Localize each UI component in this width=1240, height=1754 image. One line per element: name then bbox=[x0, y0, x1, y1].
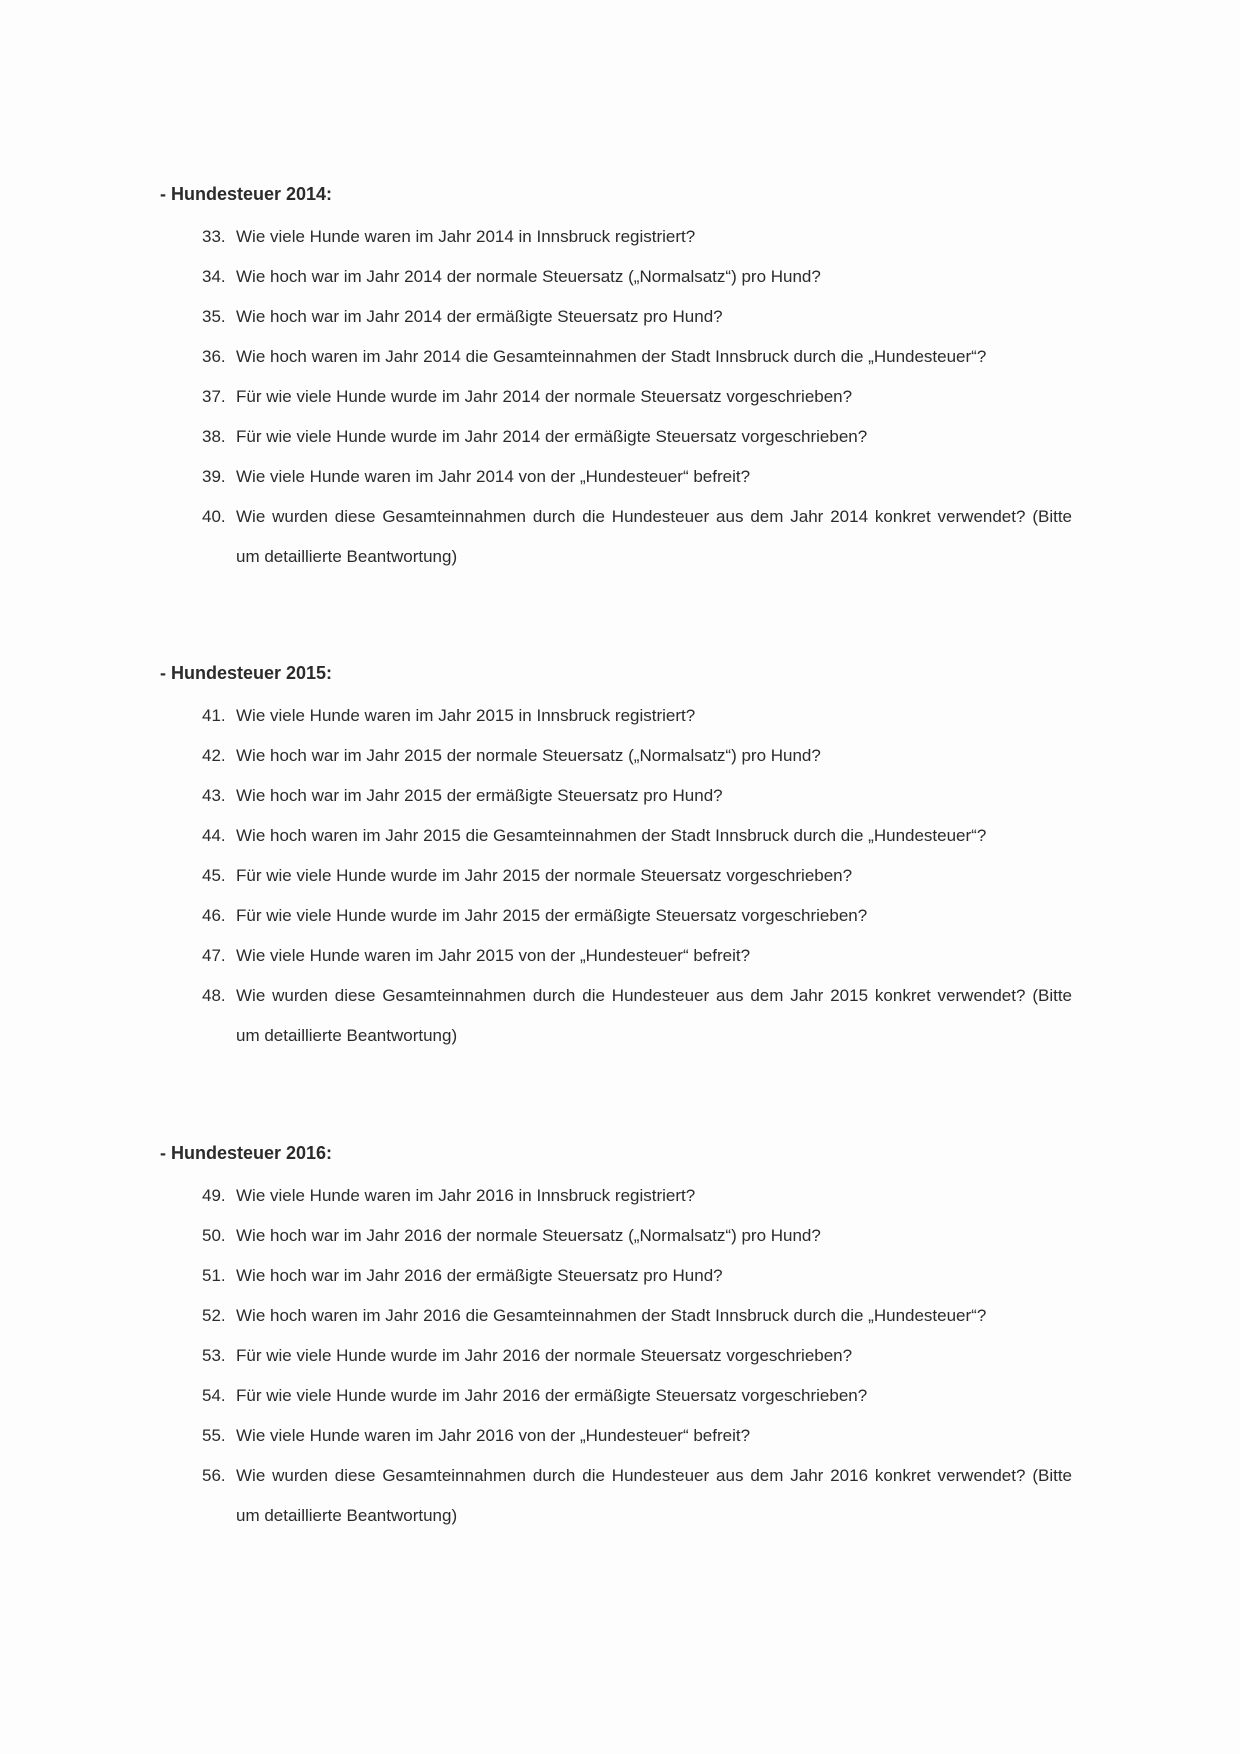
question-text: Wie viele Hunde waren im Jahr 2016 von der „Hundesteuer“ befreit? bbox=[236, 1426, 751, 1445]
question-item bbox=[202, 1256, 1080, 1296]
question-number: 37. bbox=[202, 387, 226, 406]
question-text: Für wie viele Hunde wurde im Jahr 2016 der normale Steuersatz vorgeschrieben? bbox=[236, 1346, 853, 1365]
question-number: 48. bbox=[202, 986, 226, 1005]
question-number: 53. bbox=[202, 1346, 226, 1365]
question-item bbox=[202, 936, 1080, 976]
section-hundesteuer-2015 bbox=[160, 661, 1080, 1056]
question-number: 34. bbox=[202, 267, 226, 286]
question-text: Wie hoch waren im Jahr 2014 die Gesamteinnahmen der Stadt Innsbruck durch die „Hundesteuer“? bbox=[236, 347, 987, 366]
question-text: Wie wurden diese Gesamteinnahmen durch die Hundesteuer aus dem Jahr 2016 konkret verwendet? (Bitte um detaillierte Beantwortung) bbox=[236, 1466, 1072, 1525]
section-heading: - Hundesteuer 2015: bbox=[160, 663, 333, 683]
question-text: Wie hoch war im Jahr 2015 der normale Steuersatz („Normalsatz“) pro Hund? bbox=[236, 746, 821, 765]
question-number: 36. bbox=[202, 347, 226, 366]
question-number: 35. bbox=[202, 307, 226, 326]
question-item bbox=[202, 1376, 1080, 1416]
question-number: 40. bbox=[202, 507, 226, 526]
question-number: 41. bbox=[202, 706, 226, 725]
question-text: Wie hoch war im Jahr 2016 der ermäßigte Steuersatz pro Hund? bbox=[236, 1266, 723, 1285]
question-item bbox=[202, 457, 1080, 497]
question-item bbox=[202, 736, 1080, 776]
question-number: 44. bbox=[202, 826, 226, 845]
question-number: 51. bbox=[202, 1266, 226, 1285]
question-text: Wie viele Hunde waren im Jahr 2016 in Innsbruck registriert? bbox=[236, 1186, 696, 1205]
question-text: Wie hoch war im Jahr 2015 der ermäßigte Steuersatz pro Hund? bbox=[236, 786, 723, 805]
section-hundesteuer-2016 bbox=[160, 1141, 1080, 1536]
question-item bbox=[202, 297, 1080, 337]
question-item bbox=[202, 1296, 1080, 1336]
question-number: 46. bbox=[202, 906, 226, 925]
question-text: Wie wurden diese Gesamteinnahmen durch die Hundesteuer aus dem Jahr 2014 konkret verwendet? (Bitte um detaillierte Beantwortung) bbox=[236, 507, 1072, 566]
question-list bbox=[160, 1176, 1080, 1536]
question-text: Für wie viele Hunde wurde im Jahr 2016 der ermäßigte Steuersatz vorgeschrieben? bbox=[236, 1386, 868, 1405]
question-number: 49. bbox=[202, 1186, 226, 1205]
question-item bbox=[202, 816, 1080, 856]
question-text: Wie hoch waren im Jahr 2015 die Gesamteinnahmen der Stadt Innsbruck durch die „Hundesteuer“? bbox=[236, 826, 987, 845]
question-text: Wie wurden diese Gesamteinnahmen durch die Hundesteuer aus dem Jahr 2015 konkret verwendet? (Bitte um detaillierte Beantwortung) bbox=[236, 986, 1072, 1045]
question-item bbox=[202, 497, 1080, 577]
question-text: Für wie viele Hunde wurde im Jahr 2015 der normale Steuersatz vorgeschrieben? bbox=[236, 866, 853, 885]
question-text: Wie hoch war im Jahr 2016 der normale Steuersatz („Normalsatz“) pro Hund? bbox=[236, 1226, 821, 1245]
question-number: 55. bbox=[202, 1426, 226, 1445]
question-text: Wie viele Hunde waren im Jahr 2014 von der „Hundesteuer“ befreit? bbox=[236, 467, 751, 486]
question-item bbox=[202, 696, 1080, 736]
question-text: Für wie viele Hunde wurde im Jahr 2014 der ermäßigte Steuersatz vorgeschrieben? bbox=[236, 427, 868, 446]
question-number: 54. bbox=[202, 1386, 226, 1405]
question-number: 38. bbox=[202, 427, 226, 446]
question-item bbox=[202, 1176, 1080, 1216]
question-item bbox=[202, 377, 1080, 417]
question-list bbox=[160, 217, 1080, 577]
question-number: 43. bbox=[202, 786, 226, 805]
section-heading: - Hundesteuer 2014: bbox=[160, 184, 333, 204]
question-text: Wie hoch waren im Jahr 2016 die Gesamteinnahmen der Stadt Innsbruck durch die „Hundesteuer“? bbox=[236, 1306, 987, 1325]
question-number: 45. bbox=[202, 866, 226, 885]
question-item bbox=[202, 776, 1080, 816]
question-text: Wie viele Hunde waren im Jahr 2015 in Innsbruck registriert? bbox=[236, 706, 696, 725]
question-item bbox=[202, 417, 1080, 457]
question-item bbox=[202, 217, 1080, 257]
question-text: Wie hoch war im Jahr 2014 der ermäßigte Steuersatz pro Hund? bbox=[236, 307, 723, 326]
section-heading: - Hundesteuer 2016: bbox=[160, 1143, 333, 1163]
question-item bbox=[202, 257, 1080, 297]
question-number: 47. bbox=[202, 946, 226, 965]
question-item bbox=[202, 856, 1080, 896]
question-text: Wie viele Hunde waren im Jahr 2014 in Innsbruck registriert? bbox=[236, 227, 696, 246]
question-text: Wie hoch war im Jahr 2014 der normale Steuersatz („Normalsatz“) pro Hund? bbox=[236, 267, 821, 286]
question-item bbox=[202, 896, 1080, 936]
question-item bbox=[202, 1216, 1080, 1256]
question-item bbox=[202, 1456, 1080, 1536]
question-number: 50. bbox=[202, 1226, 226, 1245]
question-item bbox=[202, 976, 1080, 1056]
question-number: 39. bbox=[202, 467, 226, 486]
question-number: 52. bbox=[202, 1306, 226, 1325]
question-number: 56. bbox=[202, 1466, 226, 1485]
question-item bbox=[202, 1336, 1080, 1376]
question-text: Für wie viele Hunde wurde im Jahr 2015 der ermäßigte Steuersatz vorgeschrieben? bbox=[236, 906, 868, 925]
question-item bbox=[202, 1416, 1080, 1456]
question-text: Für wie viele Hunde wurde im Jahr 2014 der normale Steuersatz vorgeschrieben? bbox=[236, 387, 853, 406]
question-number: 42. bbox=[202, 746, 226, 765]
question-list bbox=[160, 696, 1080, 1056]
question-item bbox=[202, 337, 1080, 377]
question-text: Wie viele Hunde waren im Jahr 2015 von der „Hundesteuer“ befreit? bbox=[236, 946, 751, 965]
section-hundesteuer-2014 bbox=[160, 182, 1080, 577]
question-number: 33. bbox=[202, 227, 226, 246]
